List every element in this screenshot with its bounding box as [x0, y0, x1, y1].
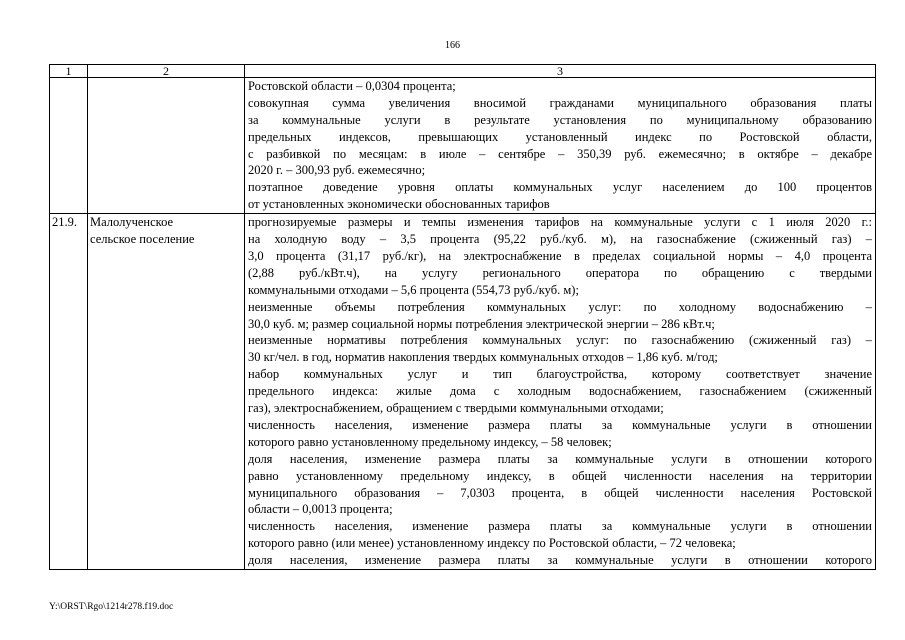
table-row	[50, 214, 876, 570]
content-line: доля населения, изменение размера платы за коммунальные услуги в отношении которого	[248, 553, 872, 568]
content-line: поэтапное доведение уровня оплаты коммунальных услуг населением до 100 процентов	[248, 180, 872, 195]
content-line: 3,0 процента (31,17 руб./кг), на электроснабжение в пределах социальной нормы – 4,0 процента	[248, 248, 872, 263]
table-header-row	[50, 65, 876, 78]
row-content-cell	[245, 214, 876, 570]
row-number-cell	[50, 78, 88, 214]
content-line: численность населения, изменение размера платы за коммунальные услуги в отношении	[248, 519, 872, 534]
content-line: численность населения, изменение размера платы за коммунальные услуги в отношении	[248, 417, 872, 432]
content-line: доля населения, изменение размера платы за коммунальные услуги в отношении которого	[248, 451, 872, 466]
settlement-name-line: сельское поселение	[90, 232, 195, 247]
content-line: (2,88 руб./кВт.ч), на услугу регионального оператора по обращению с твердыми	[248, 265, 872, 280]
content-line: с разбивкой по месяцам: в июле – сентябре – 350,39 руб. ежемесячно; в октябре – декабре	[248, 146, 872, 161]
header-col-2: 2	[88, 65, 245, 78]
row-content-cell	[245, 78, 876, 214]
file-path-footer: Y:\ORST\Rgo\1214r278.f19.doc	[49, 602, 174, 612]
content-line: предельного индекса: жилые дома с холодным водоснабжением, газоснабжением (сжиженный	[248, 384, 872, 399]
page-number: 166	[445, 40, 460, 51]
content-line: Ростовской области – 0,0304 процента;	[248, 79, 456, 93]
content-line: 30,0 куб. м; размер социальной нормы потребления электрической энергии – 286 кВт.ч;	[248, 316, 715, 331]
content-line: которого равно (или менее) установленному индексу по Ростовской области, – 72 человека;	[248, 536, 736, 551]
content-line: совокупная сумма увеличения вносимой гражданами муниципального образования платы	[248, 95, 872, 110]
content-line: неизменные нормативы потребления коммунальных услуг: по газоснабжению (сжиженный газ) –	[248, 333, 872, 348]
header-col-3: 3	[245, 65, 876, 78]
content-line: набор коммунальных услуг и тип благоустройства, которому соответствует значение	[248, 367, 872, 382]
content-line: прогнозируемые размеры и темпы изменения тарифов на коммунальные услуги с 1 июля 2020 г.:	[248, 215, 872, 230]
content-line: 30 кг/чел. в год, норматив накопления твердых коммунальных отходов – 1,86 куб. м/год;	[248, 350, 718, 365]
content-line: коммунальными отходами – 5,6 процента (554,73 руб./куб. м);	[248, 282, 579, 297]
content-line: от установленных экономически обоснованных тарифов	[248, 197, 550, 212]
content-line: газ), электроснабжением, обращением с твердыми коммунальными отходами;	[248, 401, 664, 416]
settlement-name-line: Малолученское	[90, 215, 174, 230]
row-name-cell	[88, 78, 245, 214]
content-line: которого равно установленному предельному индексу, – 58 человек;	[248, 434, 612, 449]
table-row	[50, 78, 876, 214]
content-line: предельных индексов, превышающих установленный индекс по Ростовской области,	[248, 129, 872, 144]
row-number-cell: 21.9.	[50, 214, 88, 570]
document-table	[49, 64, 876, 570]
content-line: на холодную воду – 3,5 процента (95,22 руб./куб. м), на газоснабжение (сжиженный газ) –	[248, 232, 872, 247]
header-col-1: 1	[50, 65, 88, 78]
content-line: за коммунальные услуги в результате установления по муниципальному образованию	[248, 112, 872, 127]
content-line: муниципального образования – 7,0303 процента, в общей численности населения Ростовской	[248, 485, 872, 500]
content-line: неизменные объемы потребления коммунальных услуг: по холодному водоснабжению –	[248, 299, 872, 314]
content-line: равно установленному предельному индексу, в общей численности населения на территории	[248, 468, 872, 483]
content-line: 2020 г. – 300,93 руб. ежемесячно;	[248, 163, 426, 178]
content-line: области – 0,0013 процента;	[248, 502, 393, 517]
row-name-cell	[88, 214, 245, 570]
